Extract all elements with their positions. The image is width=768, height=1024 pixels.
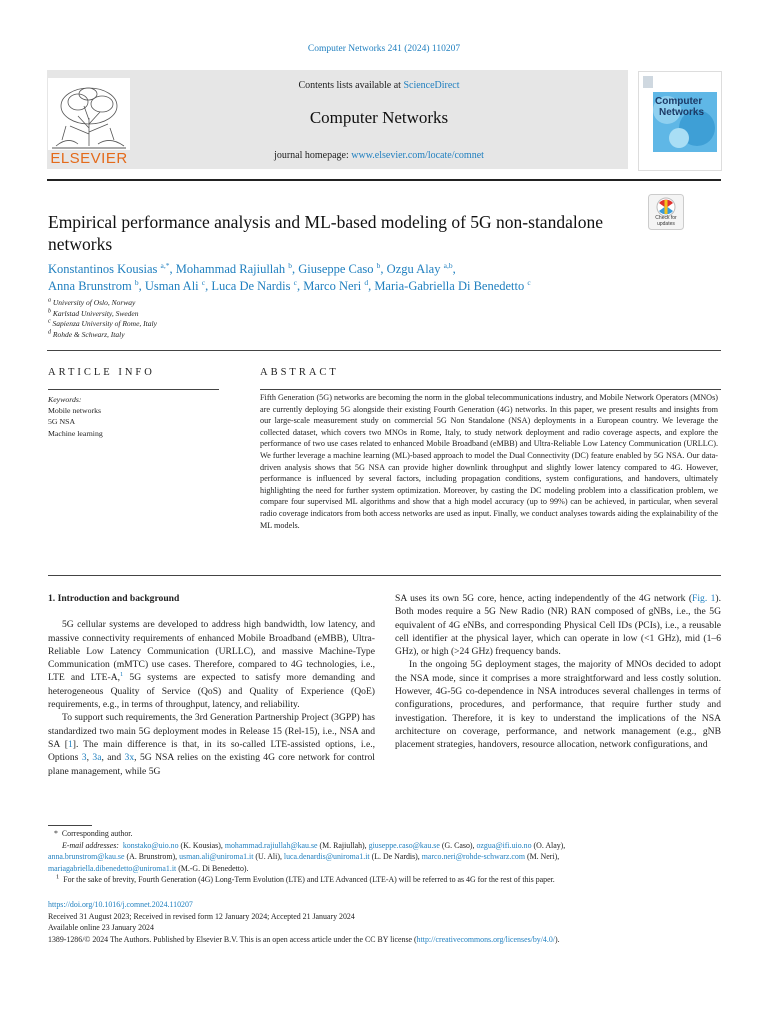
email-link[interactable]: luca.denardis@uniroma1.it xyxy=(283,852,370,861)
author-list: Konstantinos Kousias $^{a,*}$, Mohammad Rajiullah $^b$, Giuseppe Caso $^b$, Ozgu Alay $^{a,b}$, Anna Brunstrom $^b$, Usman Ali $^c$, Luca De Nardis $^c$, Marco Neri $^d$, Maria-Gabriella Di Benedetto $^c$ xyxy=(48,260,531,293)
email-link[interactable]: marco.neri@rohde-schwarz.com xyxy=(421,852,525,861)
sciencedirect-link[interactable]: ScienceDirect xyxy=(403,80,460,91)
email-link[interactable]: giuseppe.caso@kau.se xyxy=(368,840,440,850)
email-link[interactable]: ozgua@ifi.uio.no xyxy=(476,840,532,850)
paragraph: 5G cellular systems are developed to address high bandwidth, low latency, and massive connectivity requirements of enhanced Mobile Broadband (eMBB), Ultra-Reliable Low Latency Communication (URLLC), and massive Machine-Type Communication (mMTC) use cases. Therefore, compared to 4G technologies, i.e., LTE and LTE-A,$^1$ 5G systems are expected to satisfy more demanding and heterogeneous Quality of Service (QoS) and Quality of Experience (QoE) requirements, e.g., in terms of throughput, latency, and reliability. xyxy=(48,619,375,711)
received-dates: Received 31 August 2023; Received in revised form 12 January 2024; Accepted 21 January 2024 xyxy=(48,911,355,921)
contents-line xyxy=(130,80,628,91)
license-line: 1389-1286/© 2024 The Authors. Published by Elsevier B.V. This is an open access article under the CC BY license (http://creativecommons.org/licenses/by/4.0/). xyxy=(48,934,560,944)
email-link[interactable]: mariagabriella.dibenedetto@uniroma1.it xyxy=(48,863,177,873)
paragraph: In the ongoing 5G deployment stages, the majority of MNOs decided to adopt the NSA mode, since it comprises a more straightforward and less costly solution. However, 4G-5G co-dependence in NSA introduces several challenges in terms of configurations, procedures, and performance, that require further study and investigation. Therefore, it is key to understand the implications of the NSA architecture on coverage, performance, and network management (e.g., gNB placement strategies, handovers, resource allocation, network configurations, and xyxy=(395,659,721,751)
divider xyxy=(48,575,721,576)
journal-reference-link[interactable]: Computer Networks 241 (2024) 110207 xyxy=(307,44,461,54)
figure-link[interactable]: Fig. 1 xyxy=(692,593,716,604)
affiliation: $^a$ University of Oslo, Norway xyxy=(48,297,136,307)
available-online: Available online 23 January 2024 xyxy=(48,923,154,932)
cover-title: Computer Networks xyxy=(655,96,705,118)
option-link[interactable]: 3x xyxy=(124,752,135,764)
affiliation: $^d$ Rohde & Schwarz, Italy xyxy=(48,329,125,339)
elsevier-wordmark: ELSEVIER xyxy=(50,150,128,167)
option-link[interactable]: 3 xyxy=(81,752,87,764)
publication-info xyxy=(48,899,728,945)
paragraph: To support such requirements, the 3rd Generation Partnership Project (3GPP) has standardized two main 5G deployment modes in Release 15 (Rel-15), i.e., NSA and SA [1]. The main difference is that, in its so-called LTE-assisted options, i.e., Options 3, 3a, and 3x, 5G NSA relies on the existing 4G core network for control plane management, while 5G xyxy=(48,712,376,777)
keyword: Mobile networks xyxy=(48,406,102,416)
footnotes xyxy=(48,828,722,886)
divider xyxy=(47,350,721,351)
affiliation: $^c$ Sapienza University of Rome, Italy xyxy=(48,318,157,328)
email-link[interactable]: anna.brunstrom@kau.se xyxy=(48,852,125,861)
doi-link[interactable]: https://doi.org/10.1016/j.comnet.2024.110207 xyxy=(48,900,193,909)
journal-cover-thumbnail[interactable] xyxy=(638,71,722,171)
check-for-updates-badge[interactable] xyxy=(648,194,684,230)
journal-title: Computer Networks xyxy=(309,108,449,127)
option-link[interactable]: 3a xyxy=(92,752,102,764)
author[interactable]: Mohammad Rajiullah $^b$ xyxy=(175,260,292,276)
homepage-link[interactable]: www.elsevier.com/locate/comnet xyxy=(351,150,484,161)
license-link[interactable]: http://creativecommons.org/licenses/by/4.0/ xyxy=(416,934,555,944)
paragraph: SA uses its own 5G core, hence, acting independently of the 4G network (Fig. 1). Both modes require a 5G New Radio (NR) RAN composed of gNBs, i.e., the 5G equivalent of 4G eNBs, and corresponding Physical Cell IDs (PCIs), i.e., a reusable cell identifier at the physical layer, which can operate in low (<1 GHz), mid (1–6 GHz), or high (>24 GHz) frequency bands. xyxy=(395,593,721,658)
article-info-heading: ARTICLE INFO xyxy=(48,367,155,378)
contents-prefix: Contents lists available at xyxy=(298,80,404,91)
section-heading: 1. Introduction and background xyxy=(48,593,180,604)
abstract-heading: ABSTRACT xyxy=(260,367,339,378)
citation-link[interactable]: 1 xyxy=(67,738,73,750)
homepage-prefix: journal homepage: xyxy=(274,150,352,161)
author[interactable]: Marco Neri $^d$ xyxy=(303,277,369,293)
divider xyxy=(260,389,721,390)
email-addresses: E-mail addresses: konstako@uio.no (K. Kousias), mohammad.rajiullah@kau.se (M. Rajiullah), giuseppe.caso@kau.se (G. Caso), ozgua@ifi.uio.no (O. Alay), xyxy=(62,840,566,850)
footnote-rule xyxy=(48,825,92,826)
email-link[interactable]: mohammad.rajiullah@kau.se xyxy=(224,840,318,850)
affiliation-list xyxy=(48,298,157,340)
email-addresses-cont: mariagabriella.dibenedetto@uniroma1.it (M.-G. Di Benedetto). xyxy=(48,863,249,873)
header-rule xyxy=(47,179,721,181)
affiliation: $^b$ Karlstad University, Sweden xyxy=(48,308,139,318)
body-column-right xyxy=(395,592,721,752)
footnote-1: $^1$ For the sake of brevity, Fourth Generation (4G) Long-Term Evolution (LTE) and LTE Advanced (LTE-A) will be referred to as 4G for the rest of this paper. xyxy=(56,873,555,884)
author[interactable]: Usman Ali $^c$ xyxy=(144,277,206,293)
author[interactable]: Maria-Gabriella Di Benedetto $^c$ xyxy=(374,277,531,293)
footnote-ref-link[interactable]: 1 xyxy=(120,671,124,679)
cover-art xyxy=(639,72,721,170)
divider xyxy=(48,389,219,390)
author[interactable]: Ozgu Alay $^{a,b}$ xyxy=(386,260,453,276)
abstract-text: Fifth Generation (5G) networks are becoming the norm in the global telecommunications industry, and Mobile Network Operators (MNOs) are currently deploying 5G alongside their existing Fourth Generation (4G) networks. In this paper, we present results and insights from our large-scale measurement study on commercial 5G Non Standalone (NSA) deployments in a European country. We leverage the collected dataset, which covers two MNOs in Rome, Italy, to study network deployment and radio coverage aspects, and explore the performance of two use cases related to enhanced Mobile Broadband (eMBB) and Ultra-Reliable Low Latency Communication (URLLC). We further leverage a machine learning (ML)-based approach to model the Dual Connectivity (DC) feature enabled by 5G NSA. Our data-driven analysis shows that 5G NSA can provide higher downlink throughput and slightly lower latency compared to 4G. However, performance is influenced by several factors, including propagation conditions, system configurations, and handovers, ultimately highlighting the need for further system optimization. Moreover, by casting the DC modeling problem into a classification problem, we compare four supervised ML algorithms and show that a high model accuracy (up to 99%) can be achieved, in particular, when several radio coverage indicators from both access networks are used as input. Finally, we conduct analyses towards aiding the explainability of the ML models. xyxy=(260,393,718,530)
body-column-left xyxy=(48,592,375,778)
keywords-label: Keywords: xyxy=(48,395,82,404)
email-addresses-cont: anna.brunstrom@kau.se (A. Brunstrom), usman.ali@uniroma1.it (U. Ali), luca.denardis@uniroma1.it (L. De Nardis), marco.neri@rohde-schwarz.com (M. Neri), xyxy=(48,852,560,861)
keyword: 5G NSA xyxy=(48,417,76,427)
author[interactable]: Giuseppe Caso $^b$ xyxy=(298,260,381,276)
author[interactable]: Luca De Nardis $^c$ xyxy=(211,277,297,293)
author[interactable]: Konstantinos Kousias $^{a,*}$ xyxy=(48,260,170,276)
keywords-block xyxy=(48,394,103,439)
email-link[interactable]: konstako@uio.no xyxy=(122,840,179,850)
author[interactable]: Anna Brunstrom $^b$ xyxy=(48,277,139,293)
homepage-line xyxy=(130,150,628,161)
email-link[interactable]: usman.ali@uniroma1.it xyxy=(179,852,254,861)
article-title: Empirical performance analysis and ML-based modeling of 5G non-standalone networks xyxy=(48,212,603,254)
corresponding-author-note: * Corresponding author. xyxy=(54,829,133,838)
crossmark-label: Check for updates xyxy=(655,215,677,227)
keyword: Machine learning xyxy=(48,428,103,438)
